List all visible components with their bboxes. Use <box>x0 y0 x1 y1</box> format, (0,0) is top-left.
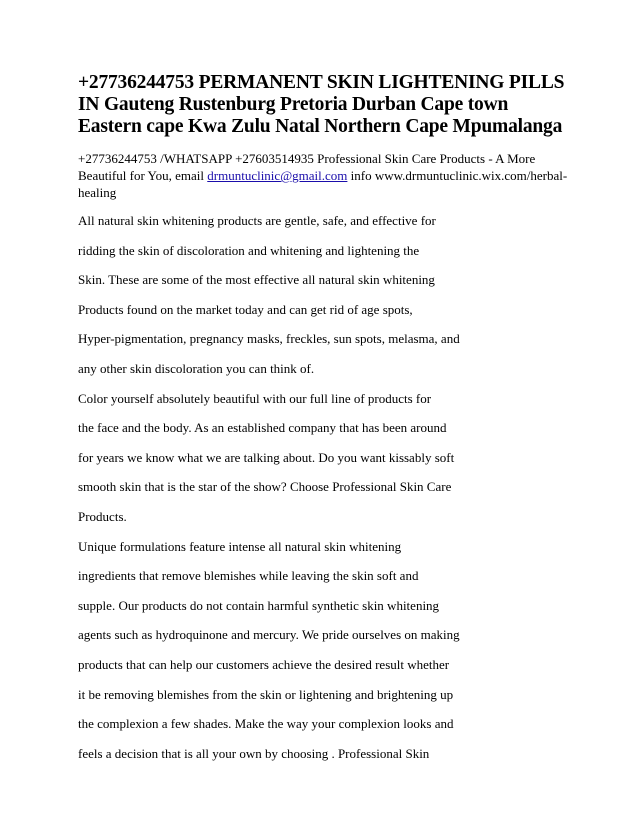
email-link[interactable]: drmuntuclinic@gmail.com <box>207 168 348 183</box>
body-line: any other skin discoloration you can think of. <box>78 360 315 376</box>
title-line: IN Gauteng Rustenburg Pretoria Durban Cape town <box>78 94 509 115</box>
body-line: products that can help our customers achieve the desired result whether <box>78 656 450 672</box>
body-line: ridding the skin of discoloration and whitening and lightening the <box>78 242 420 258</box>
body-line: it be removing blemishes from the skin or lightening and brightening up <box>78 686 454 702</box>
title-line: Eastern cape Kwa Zulu Natal Northern Cape Mpumalanga <box>78 116 563 137</box>
body-line: ingredients that remove blemishes while leaving the skin soft and <box>78 568 419 584</box>
body-line: agents such as hydroquinone and mercury. We pride ourselves on making <box>78 627 460 643</box>
body-line: Hyper-pigmentation, pregnancy masks, freckles, sun spots, melasma, and <box>78 331 460 347</box>
document-content <box>78 72 578 775</box>
body-line: Products found on the market today and can get rid of age spots, <box>78 301 413 317</box>
body-line: the complexion a few shades. Make the way your complexion looks and <box>78 716 454 732</box>
intro-text-before-email: +27736244753 /WHATSAPP +27603514935 Professional Skin Care Products - A More Beautiful for You, email <box>78 151 536 183</box>
body-line: smooth skin that is the star of the show? Choose Professional Skin Care <box>78 479 452 495</box>
body-line: for years we know what we are talking about. Do you want kissably soft <box>78 449 455 465</box>
document-title <box>78 72 578 138</box>
body-line: supple. Our products do not contain harmful synthetic skin whitening <box>78 597 440 613</box>
intro-paragraph <box>78 150 578 201</box>
body-line: the face and the body. As an established company that has been around <box>78 420 447 436</box>
body-line: Skin. These are some of the most effective all natural skin whitening <box>78 272 435 288</box>
body-line: All natural skin whitening products are gentle, safe, and effective for <box>78 213 436 228</box>
title-line: +27736244753 PERMANENT SKIN LIGHTENING PILLS <box>78 72 565 93</box>
body-line: Products. <box>78 508 127 524</box>
body-text <box>78 213 578 775</box>
body-line: feels a decision that is all your own by choosing . Professional Skin <box>78 745 430 761</box>
body-line: Unique formulations feature intense all natural skin whitening <box>78 538 402 554</box>
body-line: Color yourself absolutely beautiful with our full line of products for <box>78 390 432 406</box>
intro-text-after-email: info www.drmuntuclinic.wix.com/herbal-healing <box>78 168 568 200</box>
